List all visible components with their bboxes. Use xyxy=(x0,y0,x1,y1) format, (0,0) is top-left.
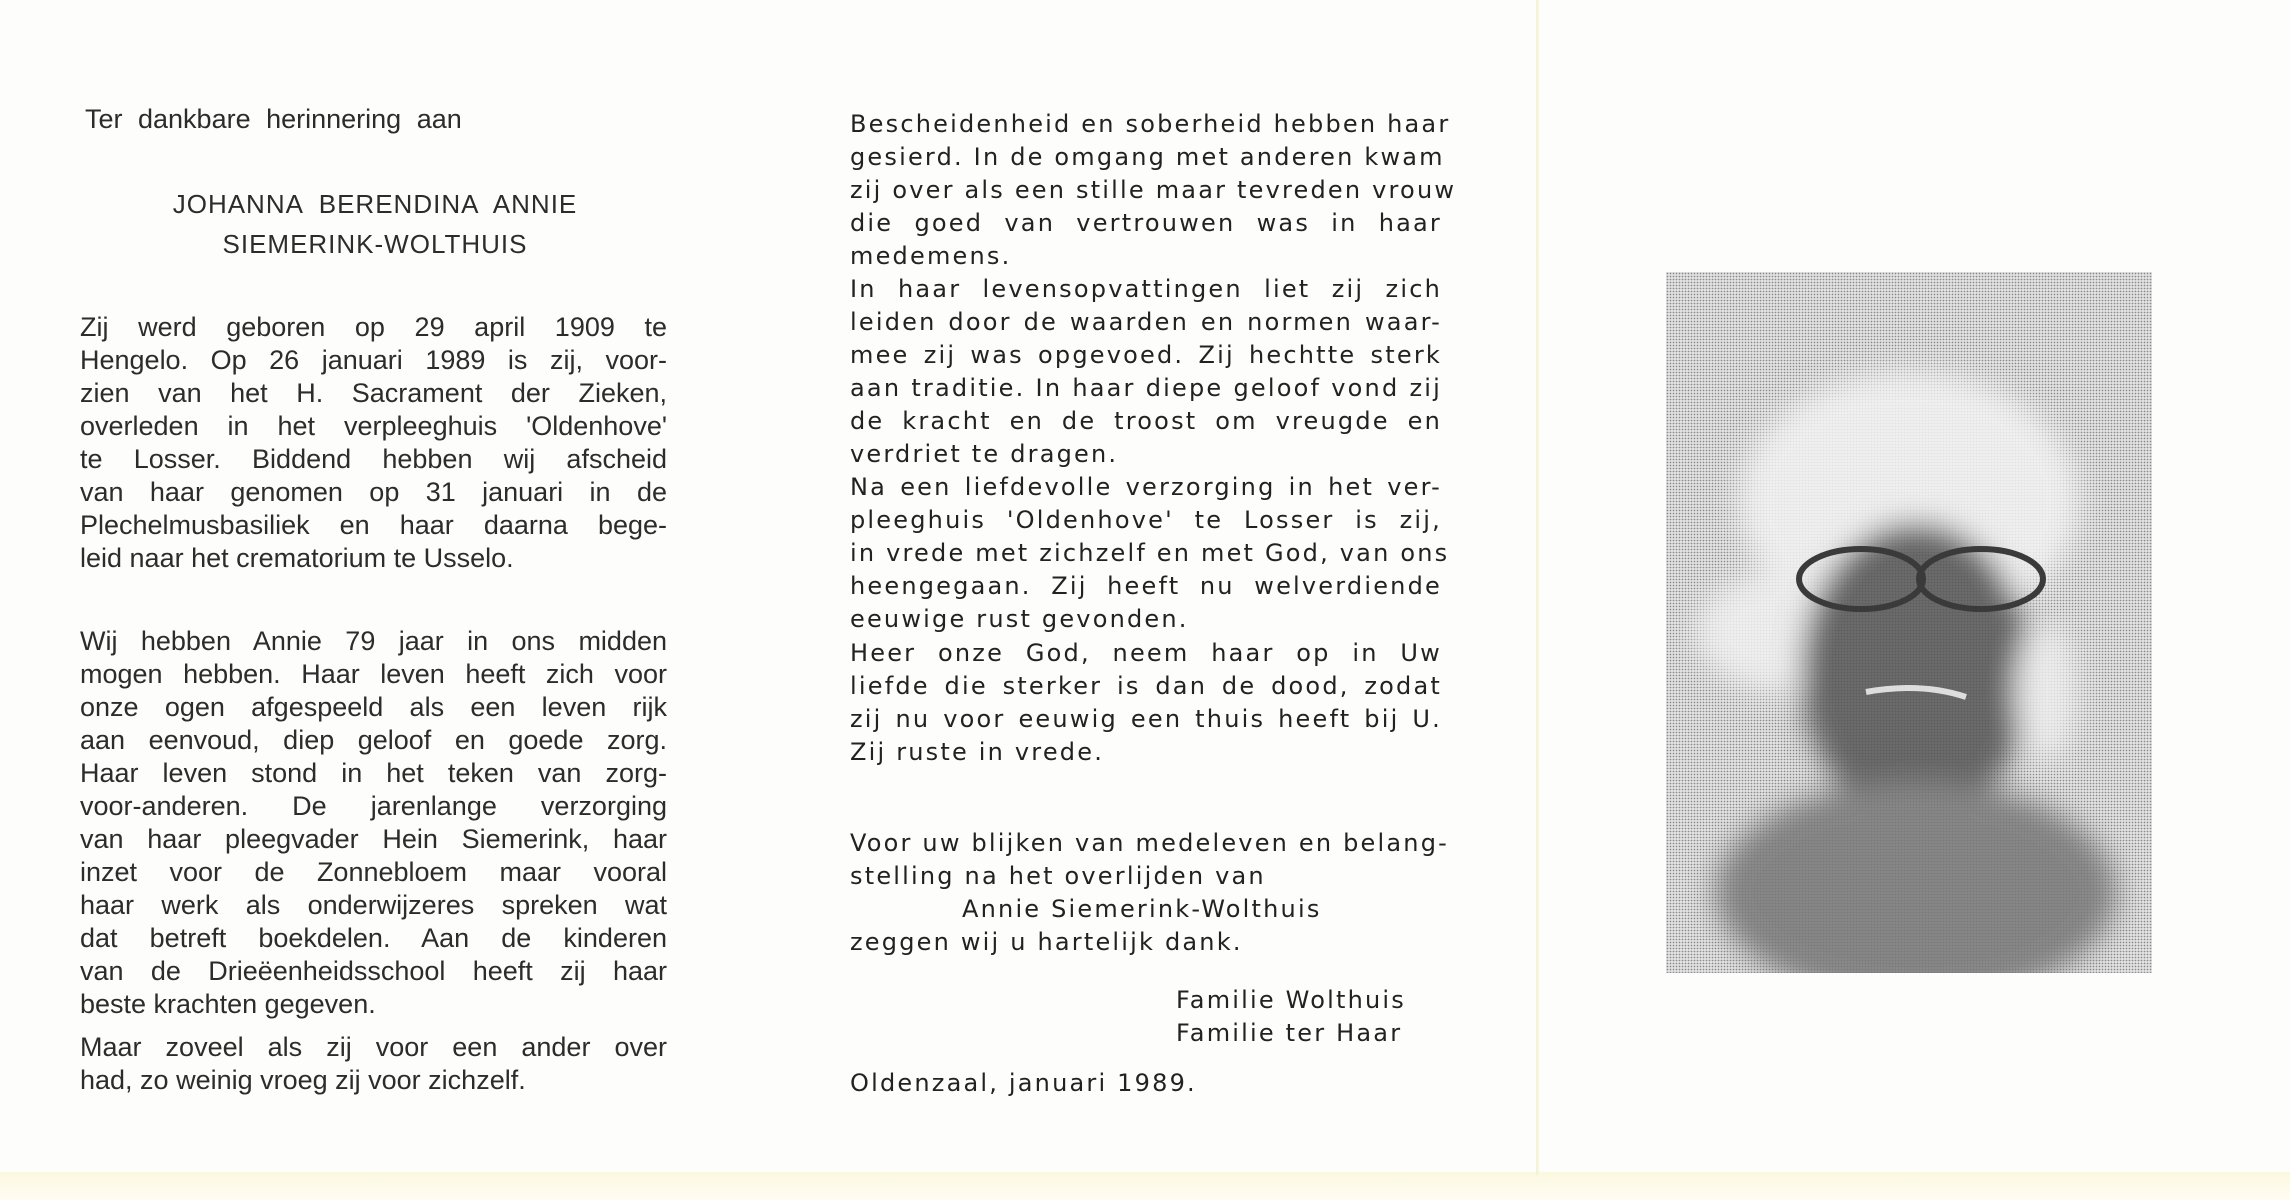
middle-paragraph-4 xyxy=(850,637,1442,769)
deceased-name-line2: SIEMERINK-WOLTHUIS xyxy=(222,229,528,259)
text-line: mee zij was opgevoed. Zij hechtte sterk xyxy=(850,341,1442,369)
text-line: eeuwige rust gevonden. xyxy=(850,605,1189,633)
text-line: medemens. xyxy=(850,242,1012,270)
text-line: gesierd. In de omgang met anderen kwam xyxy=(850,143,1445,171)
text-line: van haar pleegvader Hein Siemerink, haar xyxy=(80,824,667,854)
text-line: beste krachten gegeven. xyxy=(80,989,376,1019)
left-paragraph-1 xyxy=(80,311,667,575)
text-line: die goed van vertrouwen was in haar xyxy=(850,209,1442,237)
thanks-line: stelling na het overlijden van xyxy=(850,862,1266,890)
text-line: zij nu voor eeuwig een thuis heeft bij U. xyxy=(850,705,1442,733)
text-line: voor-anderen. De jarenlange verzorging xyxy=(80,791,667,821)
text-line: leid naar het crematorium te Usselo. xyxy=(80,543,514,573)
text-line: zien van het H. Sacrament der Zieken, xyxy=(80,378,667,408)
card-fold xyxy=(1536,0,1539,1175)
text-line: inzet voor de Zonnebloem maar vooral xyxy=(80,857,667,887)
text-line: leiden door de waarden en normen waar- xyxy=(850,308,1442,336)
deceased-name-line1: JOHANNA BERENDINA ANNIE xyxy=(172,189,578,219)
text-line: pleeghuis 'Oldenhove' te Losser is zij, xyxy=(850,506,1442,534)
text-line: aan eenvoud, diep geloof en goede zorg. xyxy=(80,725,667,755)
thanks-block xyxy=(850,827,1449,959)
signature: Familie Wolthuis xyxy=(1176,986,1406,1014)
portrait-photo xyxy=(1666,272,2152,973)
signature: Familie ter Haar xyxy=(1176,1019,1403,1047)
intro-text: Ter dankbare herinnering aan xyxy=(85,104,462,134)
text-line: Hengelo. Op 26 januari 1989 is zij, voor- xyxy=(80,345,667,375)
text-line: Bescheidenheid en soberheid hebben haar xyxy=(850,110,1451,138)
text-line: van haar genomen op 31 januari in de xyxy=(80,477,667,507)
text-line: haar werk als onderwijzeres spreken wat xyxy=(80,890,667,920)
middle-paragraph-3 xyxy=(850,471,1450,636)
text-line: Wij hebben Annie 79 jaar in ons midden xyxy=(80,626,667,656)
text-line: mogen hebben. Haar leven heeft zich voor xyxy=(80,659,667,689)
text-line: Zij werd geboren op 29 april 1909 te xyxy=(80,312,667,342)
text-line: Na een liefdevolle verzorging in het ver- xyxy=(850,473,1442,501)
text-line: onze ogen afgespeeld als een leven rijk xyxy=(80,692,667,722)
text-line: zij over als een stille maar tevreden vrouw xyxy=(850,176,1457,204)
thanks-name: Annie Siemerink-Wolthuis xyxy=(962,895,1322,923)
text-line: dat betreft boekdelen. Aan de kinderen xyxy=(80,923,667,953)
text-line: de kracht en de troost om vreugde en xyxy=(850,407,1442,435)
middle-paragraph-1 xyxy=(850,108,1457,273)
left-paragraph-3 xyxy=(80,1031,667,1097)
text-line: Maar zoveel als zij voor een ander over xyxy=(80,1032,667,1062)
place-date xyxy=(850,1067,1442,1100)
text-line: Plechelmusbasiliek en haar daarna bege- xyxy=(80,510,667,540)
text-line: in vrede met zichzelf en met God, van ons xyxy=(850,539,1450,567)
text-line: liefde die sterker is dan de dood, zodat xyxy=(850,672,1442,700)
text-line: heengegaan. Zij heeft nu welverdiende xyxy=(850,572,1442,600)
text-line: aan traditie. In haar diepe geloof vond zij xyxy=(850,374,1442,402)
thanks-line: zeggen wij u hartelijk dank. xyxy=(850,928,1243,956)
text-line: te Losser. Biddend hebben wij afscheid xyxy=(80,444,667,474)
signatures xyxy=(850,984,1442,1050)
text-line: had, zo weinig vroeg zij voor zichzelf. xyxy=(80,1065,526,1095)
text-line: Zij ruste in vrede. xyxy=(850,738,1105,766)
text-line: Haar leven stond in het teken van zorg- xyxy=(80,758,667,788)
left-paragraph-2 xyxy=(80,625,667,1021)
text-line: van de Drieëenheidsschool heeft zij haar xyxy=(80,956,667,986)
text-line: verdriet te dragen. xyxy=(850,440,1119,468)
text-line: overleden in het verpleeghuis 'Oldenhove' xyxy=(80,411,667,441)
place-date-text: Oldenzaal, januari 1989. xyxy=(850,1069,1197,1097)
text-line: Heer onze God, neem haar op in Uw xyxy=(850,639,1442,667)
thanks-line: Voor uw blijken van medeleven en belang- xyxy=(850,829,1449,857)
text-line: In haar levensopvattingen liet zij zich xyxy=(850,275,1442,303)
middle-paragraph-2 xyxy=(850,273,1442,471)
paper-edge xyxy=(0,1172,2290,1200)
